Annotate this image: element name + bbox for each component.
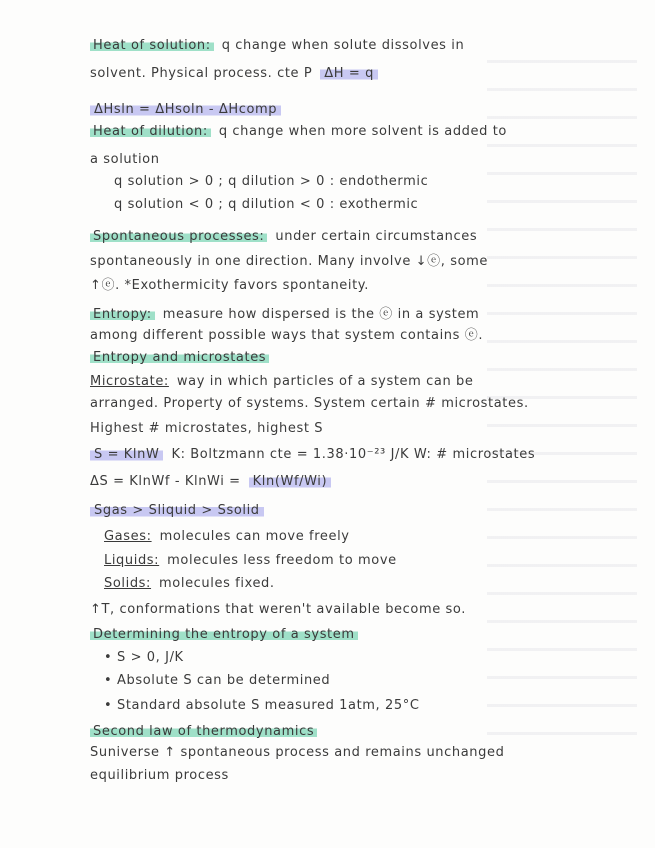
heading-heat-of-solution: Heat of solution:: [90, 38, 214, 53]
note-line-18: [90, 474, 331, 489]
note-line-19: [90, 503, 264, 518]
note-line-27: [104, 698, 420, 713]
delta-h-box: ΔH = q: [320, 66, 378, 81]
note-line-30: [90, 768, 229, 783]
entropy-order-box: Sgas > Sliquid > Ssolid: [90, 503, 264, 518]
line-text: ΔS = KlnWf - KlnWi =: [90, 474, 241, 489]
note-line-5: [90, 152, 160, 167]
bullet-text: • Absolute S can be determined: [104, 673, 331, 688]
note-line-12: [90, 324, 483, 343]
note-line-29: [90, 745, 504, 760]
solution-enthalpy-formula: ΔHsln = ΔHsoln - ΔHcomp: [90, 102, 281, 117]
heading-liquids: Liquids:: [104, 553, 160, 568]
note-line-7: [114, 197, 418, 212]
line-text: a solution: [90, 152, 160, 167]
note-line-17: [90, 447, 535, 462]
line-text: q solution > 0 ; q dilution > 0 : endothermic: [114, 174, 429, 189]
heading-solids: Solids:: [104, 576, 152, 591]
note-line-15: [90, 396, 529, 411]
line-text: Suniverse ↑ spontaneous process and remains unchanged: [90, 745, 505, 760]
heading-entropy: Entropy:: [90, 307, 155, 322]
line-text: ↑T, conformations that weren't available become so.: [90, 602, 466, 617]
heading-spontaneous-processes: Spontaneous processes:: [90, 229, 267, 244]
note-line-20: [104, 529, 350, 544]
note-line-23: [90, 602, 466, 617]
line-text: spontaneously in one direction. Many involve ↓ⓔ, some: [90, 254, 488, 269]
note-line-24: [90, 627, 358, 642]
line-text: q solution < 0 ; q dilution < 0 : exothermic: [114, 197, 419, 212]
note-line-25: [104, 650, 184, 665]
heading-gases: Gases:: [104, 529, 152, 544]
note-line-13: [90, 350, 269, 365]
heading-heat-of-dilution: Heat of dilution:: [90, 124, 211, 139]
line-text: among different possible ways that system contains ⓔ.: [90, 328, 484, 343]
note-line-3: [90, 102, 281, 117]
line-text: arranged. Property of systems. System certain # microstates.: [90, 396, 529, 411]
note-line-14: [90, 374, 473, 389]
line-text: ↑ⓔ. *Exothermicity favors spontaneity.: [90, 278, 369, 293]
heading-microstate: Microstate:: [90, 374, 169, 389]
note-line-10: [90, 274, 369, 293]
note-line-11: [90, 303, 479, 322]
delta-s-result-box: Kln(Wf/Wi): [249, 474, 332, 489]
line-text: K: Boltzmann cte = 1.38·10⁻²³ J/K W: # microstates: [171, 447, 536, 462]
note-line-9: [90, 250, 488, 269]
note-line-22: [104, 576, 275, 591]
line-text: equilibrium process: [90, 768, 229, 783]
heading-determining-entropy: Determining the entropy of a system: [90, 627, 358, 642]
note-line-6: [114, 174, 428, 189]
heading-entropy-and-microstates: Entropy and microstates: [90, 350, 269, 365]
heading-second-law: Second law of thermodynamics: [90, 724, 317, 739]
note-line-1: [90, 38, 464, 53]
line-text: molecules can move freely: [159, 529, 350, 544]
note-line-28: [90, 724, 317, 739]
line-text: way in which particles of a system can be: [176, 374, 474, 389]
line-text: solvent. Physical process. cte P: [90, 66, 313, 81]
note-line-26: [104, 673, 330, 688]
line-text: molecules less freedom to move: [167, 553, 397, 568]
bullet-text: • S > 0, J/K: [104, 650, 184, 665]
line-text: under certain circumstances: [275, 229, 478, 244]
note-line-4: [90, 124, 507, 139]
line-text: q change when more solvent is added to: [218, 124, 507, 139]
boltzmann-equation-box: S = KlnW: [90, 447, 163, 462]
line-text: Highest # microstates, highest S: [90, 421, 324, 436]
note-line-21: [104, 553, 397, 568]
line-text: molecules fixed.: [159, 576, 275, 591]
note-line-16: [90, 421, 323, 436]
note-line-2: [90, 66, 378, 81]
bullet-text: • Standard absolute S measured 1atm, 25°C: [104, 698, 420, 713]
line-text: measure how dispersed is the ⓔ in a system: [162, 307, 480, 322]
note-line-8: [90, 229, 477, 244]
line-text: q change when solute dissolves in: [221, 38, 465, 53]
